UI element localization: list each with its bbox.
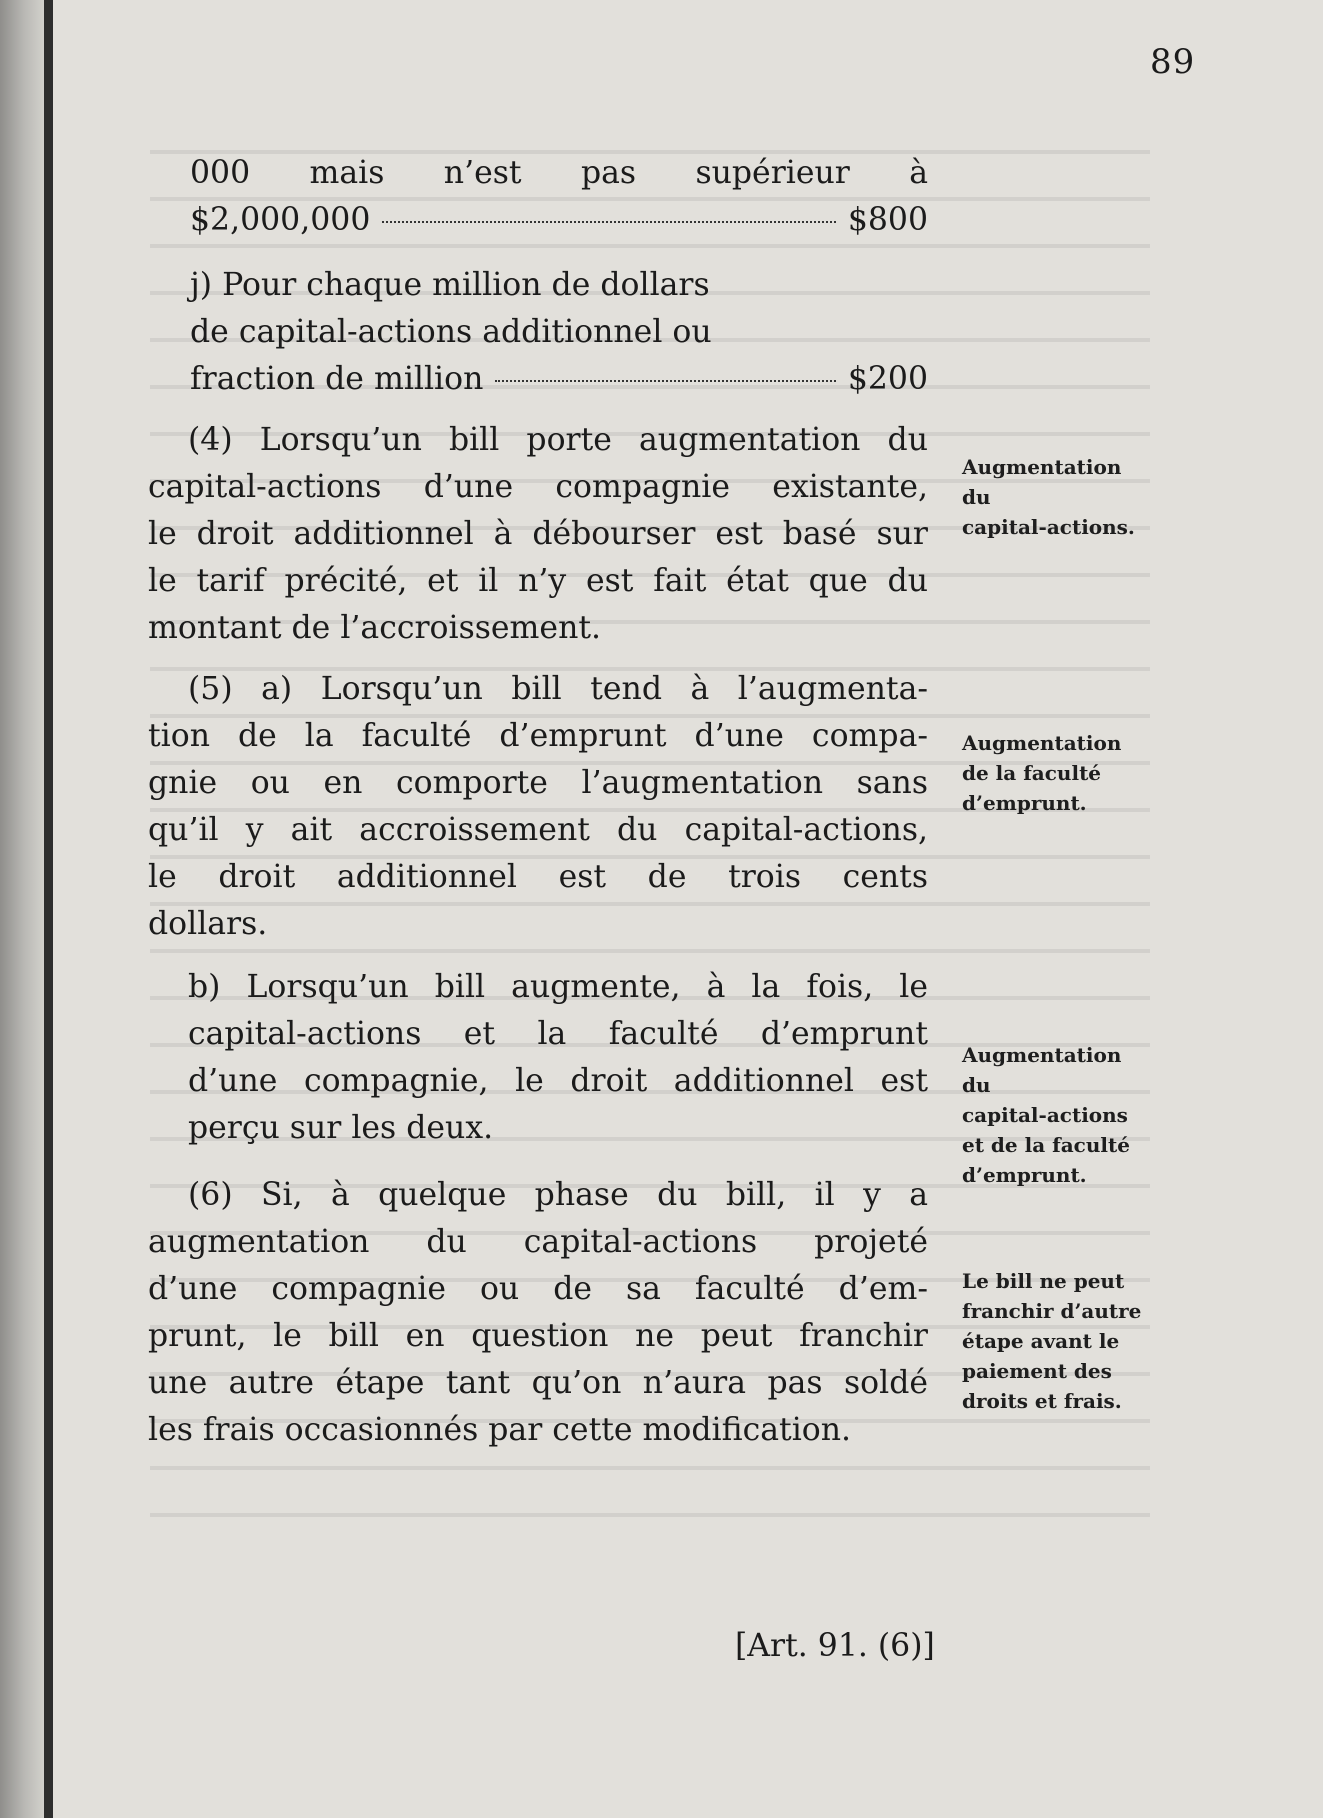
text-line: dollars. [148,906,268,942]
dot-leader [495,380,835,382]
text-line: montant de l’accroissement. [148,610,602,646]
margin-note-line: capital-actions [962,1103,1128,1127]
text-line: le tarif précité, et il n’y est fait état que du [148,563,928,599]
margin-note-line: de la faculté [962,761,1102,785]
text-line: (6) Si, à quelque phase du bill, il y a [188,1177,928,1213]
paragraph-5b [148,964,928,1152]
margin-note-line: étape avant le [962,1329,1120,1353]
margin-note-line: d’emprunt. [962,1163,1087,1187]
page-number: 89 [1150,42,1196,82]
paragraph-6 [148,1172,928,1454]
paragraph-4 [148,417,928,652]
text-line: augmentation du capital-actions projeté [148,1224,928,1260]
article-reference: [Art. 91. (6)] [735,1628,935,1664]
margin-note-line: franchir d’autre [962,1299,1142,1323]
text-line: b) Lorsqu’un bill augmente, à la fois, le [188,969,928,1005]
text-line: (4) Lorsqu’un bill porte augmentation du [188,422,928,458]
margin-note-capital-increase [962,452,1182,542]
text-line: le droit additionnel est de trois cents [148,859,928,895]
margin-note-line: du [962,1073,991,1097]
text-line: (5) a) Lorsqu’un bill tend à l’augmenta- [188,671,928,707]
text-line: le droit additionnel à débourser est basé sur [148,516,928,552]
text-line: 000 mais n’est pas supérieur à [190,155,928,191]
text-line: de capital-actions additionnel ou [190,314,712,350]
margin-note-line: Augmentation [962,731,1122,755]
fee-leader-line [148,356,928,403]
margin-note-line: et de la faculté [962,1133,1130,1157]
text-line: d’une compagnie ou de sa faculté d’em- [148,1271,928,1307]
margin-note-line: paiement des [962,1359,1112,1383]
margin-note-line: capital-actions. [962,515,1135,539]
main-text-column [148,150,928,1454]
text-line: d’une compagnie, le droit additionnel est [188,1063,928,1099]
dot-leader [382,221,835,223]
text-line: qu’il y ait accroissement du capital-actions, [148,812,928,848]
margin-note-line: droits et frais. [962,1389,1122,1413]
fee-label: $2,000,000 [190,202,371,238]
text-line: perçu sur les deux. [188,1110,494,1146]
text-line: prunt, le bill en question ne peut franchir [148,1318,928,1354]
margin-note-borrowing-increase [962,728,1182,818]
margin-note-capital-and-borrowing [962,1040,1182,1190]
fee-amount: $800 [847,202,928,238]
text-line: une autre étape tant qu’on n’aura pas soldé [148,1365,928,1401]
text-line: capital-actions d’une compagnie existante, [148,469,928,505]
text-line: capital-actions et la faculté d’emprunt [188,1016,928,1052]
margin-note-line: Augmentation [962,455,1122,479]
text-line: les frais occasionnés par cette modification. [148,1412,852,1448]
book-binding-shadow [0,0,44,1818]
fee-item-j [148,262,928,403]
margin-note-line: Augmentation [962,1043,1122,1067]
margin-note-line: du [962,485,991,509]
text-line: tion de la faculté d’emprunt d’une compa- [148,718,928,754]
margin-note-line: Le bill ne peut [962,1269,1125,1293]
fee-amount: $200 [847,361,928,397]
fee-leader-line [148,197,928,244]
margin-note-fees-before-stage [962,1266,1182,1416]
fee-item-i-continued [148,150,928,244]
paragraph-5a [148,666,928,948]
book-binding-edge [44,0,53,1818]
text-line: gnie ou en comporte l’augmentation sans [148,765,928,801]
fee-label: fraction de million [190,361,484,397]
margin-note-line: d’emprunt. [962,791,1087,815]
text-line: j) Pour chaque million de dollars [190,267,710,303]
